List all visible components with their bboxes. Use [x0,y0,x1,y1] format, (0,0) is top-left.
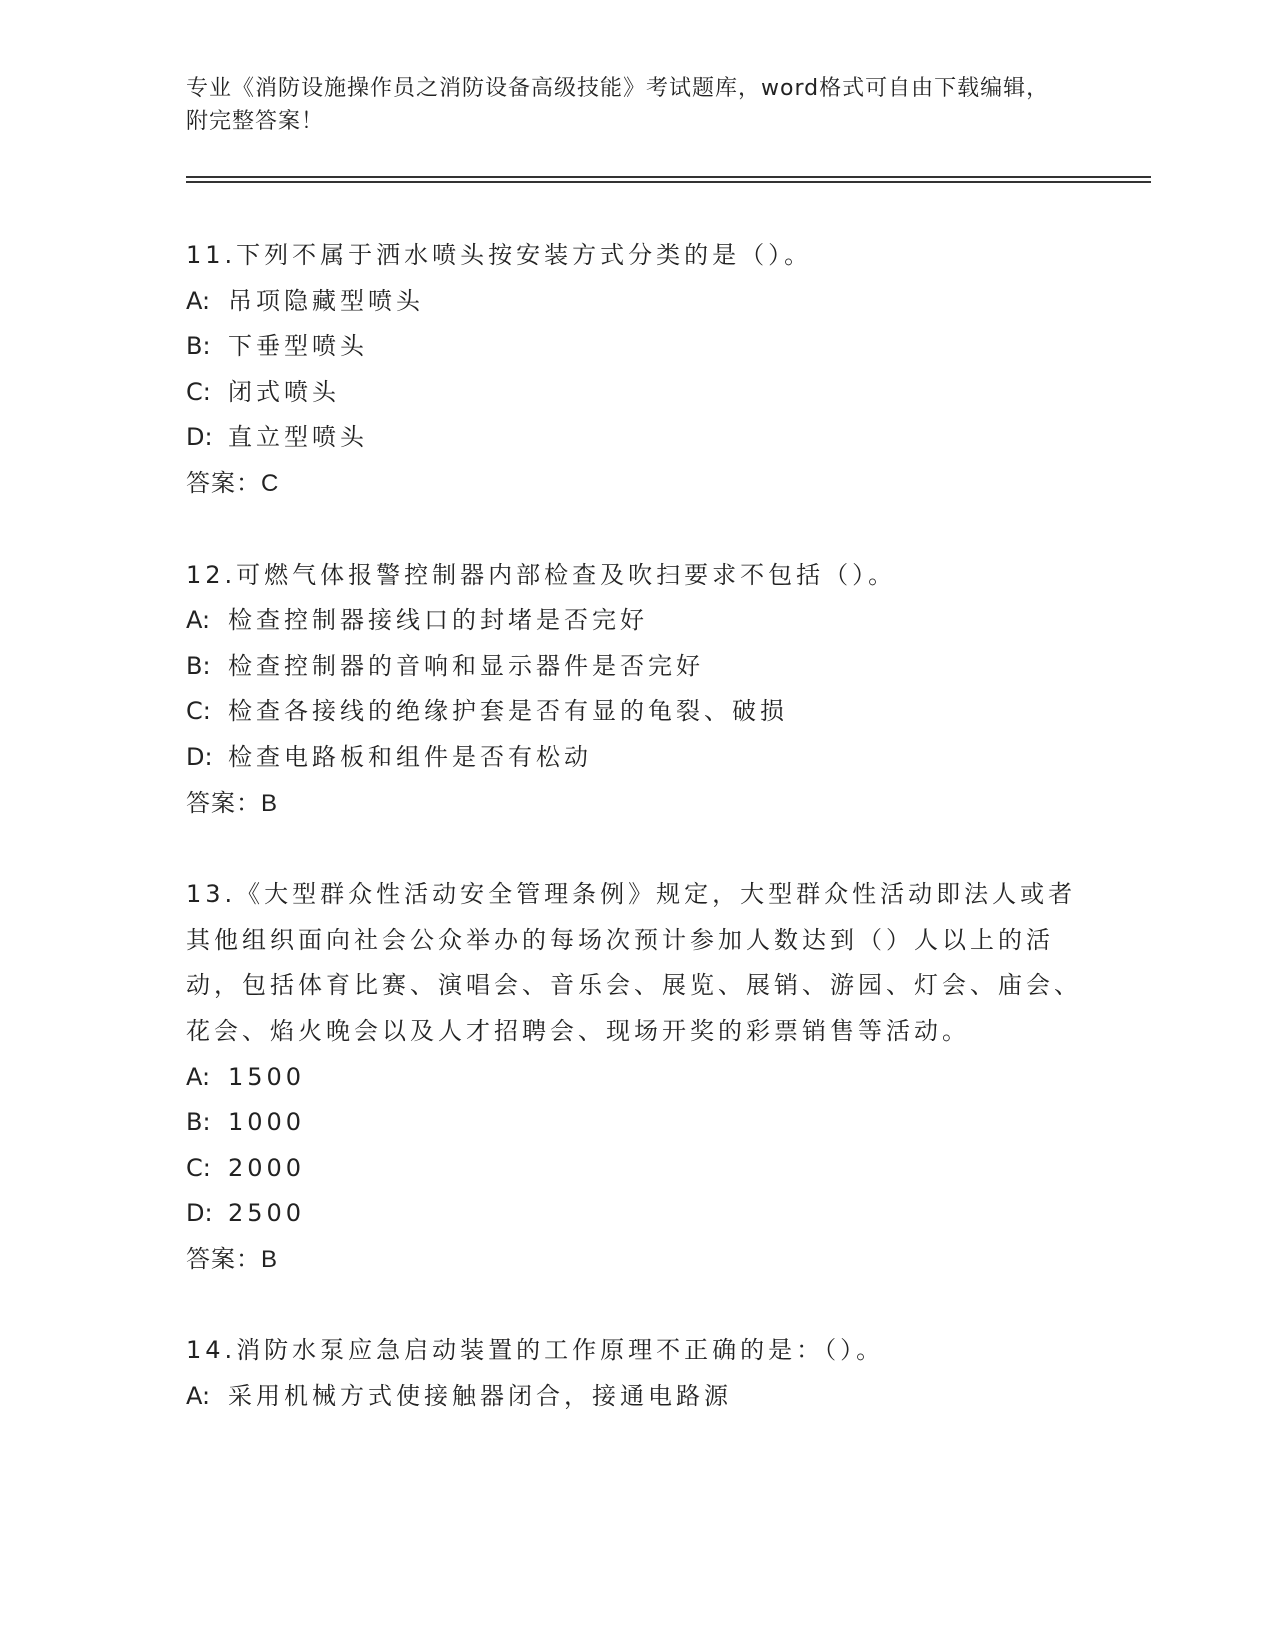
option-text: 检查各接线的绝缘护套是否有显的龟裂、破损 [228,697,788,726]
option-b [186,1100,1086,1146]
option-text: 检查控制器接线口的封堵是否完好 [228,606,648,635]
option-b [186,644,1086,690]
question-stem: 14.消防水泵应急启动装置的工作原理不正确的是：（）。 [186,1336,885,1365]
option-a [186,1374,1086,1420]
answer-line [186,461,1086,507]
question-stem: 11.下列不属于洒水喷头按安装方式分类的是（）。 [186,241,813,269]
option-text: 闭式喷头 [228,377,340,406]
option-text: 2000 [228,1153,306,1182]
option-d [186,735,1086,781]
answer-label: 答案： [186,468,261,497]
question-14 [186,1328,1086,1419]
answer-line [186,781,1086,827]
option-text: 1500 [228,1062,306,1091]
option-a [186,598,1086,644]
option-b [186,324,1086,370]
answer-label: 答案： [186,788,261,817]
option-c [186,370,1086,416]
question-stem: 13.《大型群众性活动安全管理条例》规定，大型群众性活动即法人或者其他组织面向社会公众举办的每场次预计参加人数达到（）人以上的活动，包括体育比赛、演唱会、音乐会、展览、展销、游园、灯会、庙会、花会、焰火晚会以及人才招聘会、现场开奖的彩票销售等活动。 [186,880,1082,1045]
option-key: B: [186,1108,211,1137]
option-c [186,689,1086,735]
answer-value: B [261,789,279,817]
option-a [186,279,1086,325]
option-key: C: [186,377,211,406]
question-12 [186,553,1086,827]
option-text: 1000 [228,1108,306,1137]
question-list [186,233,1086,1466]
option-key: A: [186,1382,211,1411]
option-key: A: [186,286,211,315]
option-key: D: [186,1199,213,1228]
option-text: 直立型喷头 [228,423,368,452]
option-key: C: [186,1153,211,1182]
option-text: 采用机械方式使接触器闭合，接通电路源 [228,1382,732,1411]
header-divider-bottom [186,181,1151,183]
option-d [186,415,1086,461]
option-d [186,1191,1086,1237]
option-text: 吊项隐藏型喷头 [228,286,424,315]
answer-line [186,1237,1086,1283]
question-13 [186,872,1086,1282]
option-c [186,1146,1086,1192]
option-key: B: [186,332,211,361]
question-11 [186,233,1086,507]
question-stem: 12.可燃气体报警控制器内部检查及吹扫要求不包括（）。 [186,560,897,589]
option-text: 检查控制器的音响和显示器件是否完好 [228,651,704,680]
option-text: 检查电路板和组件是否有松动 [228,742,592,771]
option-a [186,1055,1086,1101]
option-key: A: [186,1062,211,1091]
option-text: 2500 [228,1199,306,1228]
document-header: 专业《消防设施操作员之消防设备高级技能》考试题库，word格式可自由下载编辑，附完整答案！ [186,76,1050,134]
option-key: D: [186,742,213,771]
option-key: D: [186,423,213,452]
option-key: B: [186,651,211,680]
option-key: C: [186,697,211,726]
option-text: 下垂型喷头 [228,332,368,361]
answer-label: 答案： [186,1244,261,1273]
answer-value: C [261,469,280,497]
header-divider-top [186,176,1151,178]
answer-value: B [261,1245,279,1273]
option-key: A: [186,606,211,635]
